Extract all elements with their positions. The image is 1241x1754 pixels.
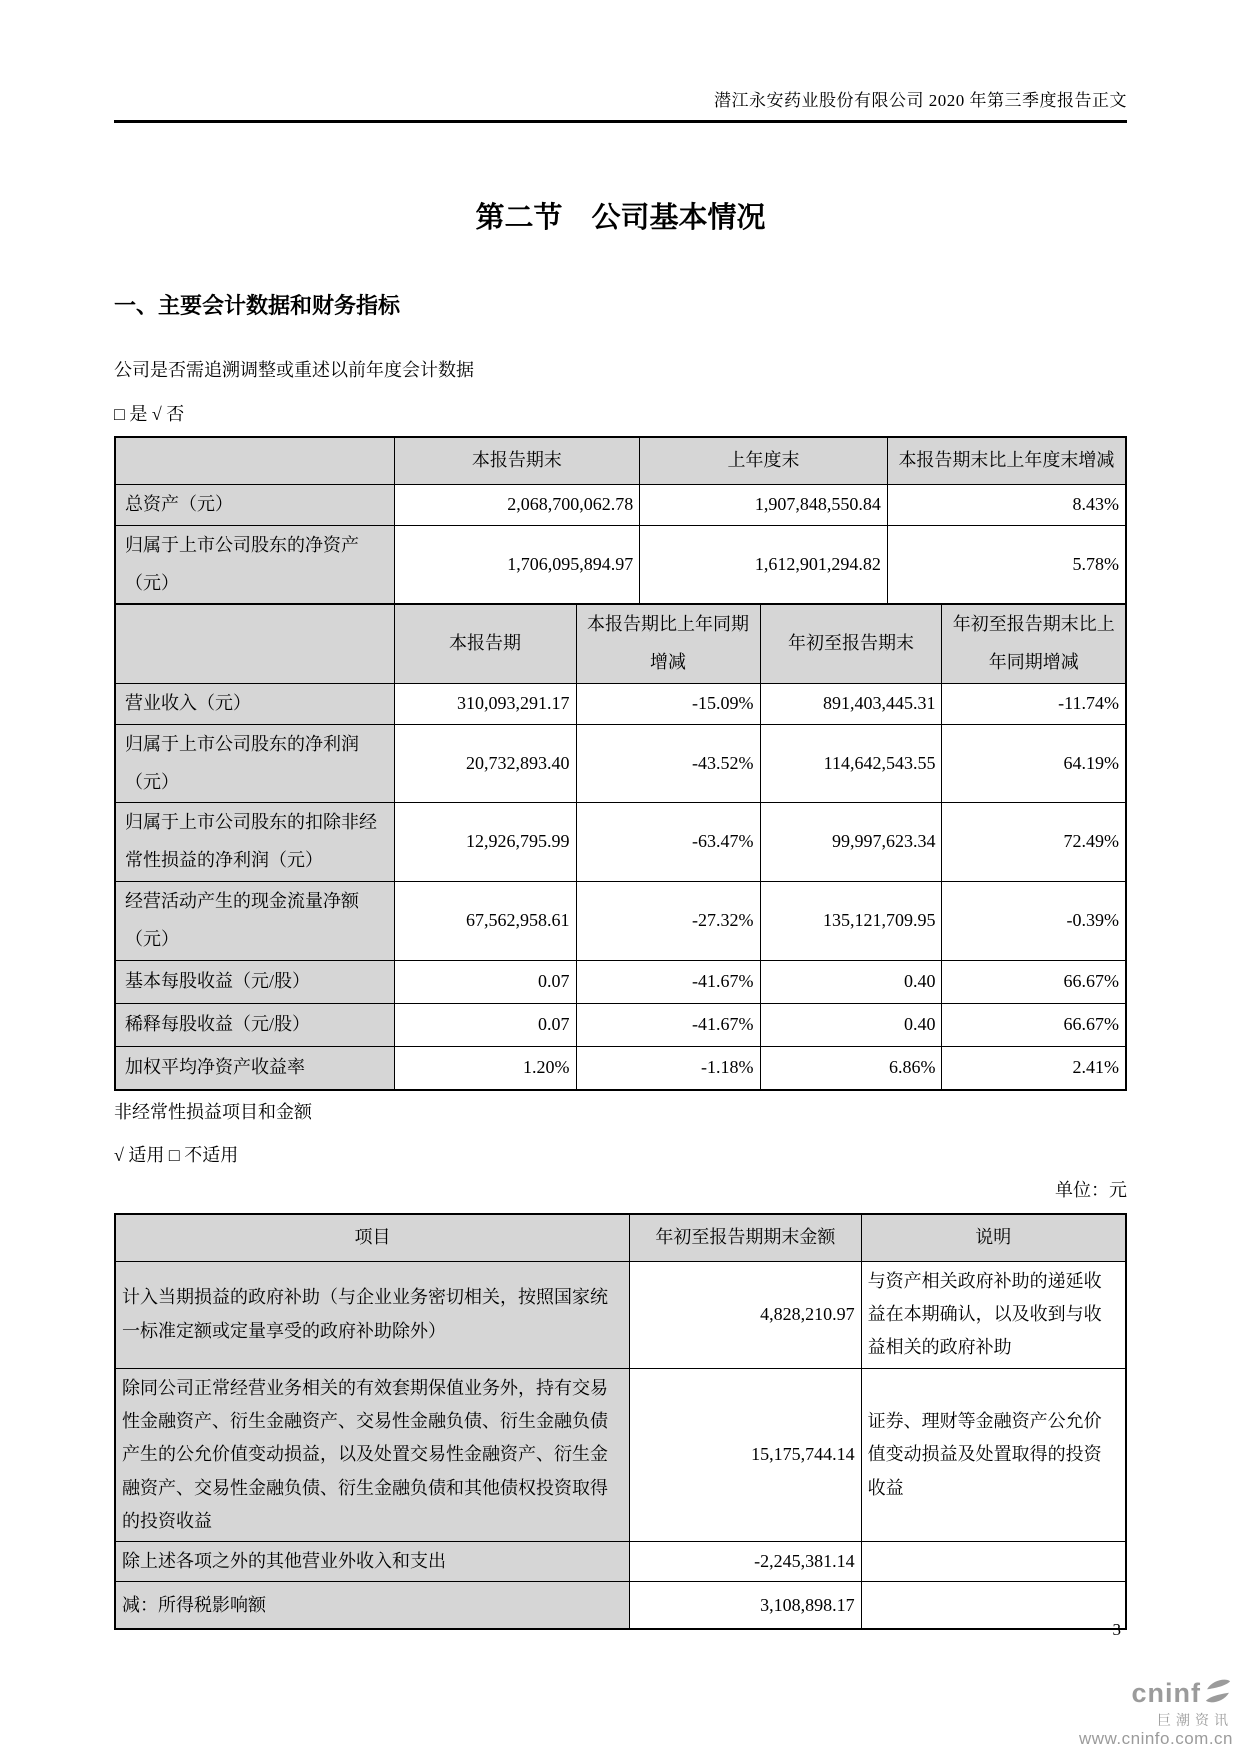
label-basic-eps: 基本每股收益（元/股） — [115, 960, 394, 1003]
value-diluted-eps-period: 0.07 — [394, 1003, 576, 1046]
running-header: 潜江永安药业股份有限公司 2020 年第三季度报告正文 — [714, 91, 1127, 110]
value-revenue-period: 310,093,291.17 — [394, 684, 576, 725]
table-row — [115, 1542, 1126, 1582]
table-row — [115, 1003, 1126, 1046]
key-financials-table-period-end — [114, 436, 1127, 605]
value-basic-eps-period-change: -41.67% — [576, 960, 760, 1003]
label-operating-cash-flow: 经营活动产生的现金流量净额（元） — [115, 882, 394, 961]
value-total-assets-change: 8.43% — [887, 485, 1126, 526]
column-header-current-period-end: 本报告期末 — [394, 437, 640, 485]
value-government-subsidies: 4,828,210.97 — [630, 1261, 862, 1368]
note-fair-value-gains: 证券、理财等金融资产公允价值变动损益及处置取得的投资收益 — [861, 1368, 1126, 1541]
column-header-note: 说明 — [861, 1214, 1126, 1262]
column-header-ytd-yoy-change: 年初至报告期末比上年同期增减 — [942, 604, 1126, 683]
table-header-row — [115, 604, 1126, 683]
label-net-profit-excl-nonrecurring: 归属于上市公司股东的扣除非经常性损益的净利润（元） — [115, 803, 394, 882]
value-basic-eps-ytd-change: 66.67% — [942, 960, 1126, 1003]
table-row — [115, 1582, 1126, 1630]
value-net-profit-period-change: -43.52% — [576, 724, 760, 803]
value-cash-flow-ytd-change: -0.39% — [942, 882, 1126, 961]
value-diluted-eps-ytd-change: 66.67% — [942, 1003, 1126, 1046]
table-row — [115, 724, 1126, 803]
value-basic-eps-ytd: 0.40 — [760, 960, 942, 1003]
value-net-profit-period: 20,732,893.40 — [394, 724, 576, 803]
value-total-assets-prior: 1,907,848,550.84 — [640, 485, 888, 526]
key-financials-table-period — [114, 603, 1127, 1090]
restatement-answer: □ 是 √ 否 — [114, 403, 185, 424]
value-diluted-eps-period-change: -41.67% — [576, 1003, 760, 1046]
label-fair-value-gains: 除同公司正常经营业务相关的有效套期保值业务外，持有交易性金融资产、衍生金融资产、交易性金融负债、衍生金融负债产生的公允价值变动损益，以及处置交易性金融资产、衍生金融资产、交易性金融负债、衍生金融负债和其他债权投资取得的投资收益 — [115, 1368, 630, 1541]
restatement-question: 公司是否需追溯调整或重述以前年度会计数据 — [114, 360, 474, 381]
cninfo-logo-url: www.cninfo.com.cn — [1079, 1729, 1233, 1748]
column-header-current-period: 本报告期 — [394, 604, 576, 683]
value-net-assets-current: 1,706,095,894.97 — [394, 525, 640, 604]
column-header-prior-year-end: 上年度末 — [640, 437, 888, 485]
value-other-nonoperating: -2,245,381.14 — [630, 1542, 862, 1582]
label-diluted-eps: 稀释每股收益（元/股） — [115, 1003, 394, 1046]
column-header-item: 项目 — [115, 1214, 630, 1262]
value-cash-flow-period: 67,562,958.61 — [394, 882, 576, 961]
cninfo-swoosh-icon — [1203, 1676, 1233, 1710]
value-net-profit-ytd: 114,642,543.55 — [760, 724, 942, 803]
value-roe-ytd: 6.86% — [760, 1046, 942, 1090]
label-government-subsidies: 计入当期损益的政府补助（与企业业务密切相关，按照国家统一标准定额或定量享受的政府补助除外） — [115, 1261, 630, 1368]
column-header-ytd-amount: 年初至报告期期末金额 — [630, 1214, 862, 1262]
value-net-profit-excl-ytd: 99,997,623.34 — [760, 803, 942, 882]
value-net-profit-excl-ytd-change: 72.49% — [942, 803, 1126, 882]
value-revenue-period-change: -15.09% — [576, 684, 760, 725]
value-net-profit-ytd-change: 64.19% — [942, 724, 1126, 803]
value-net-assets-prior: 1,612,901,294.82 — [640, 525, 888, 604]
unit-label: 单位：元 — [1055, 1180, 1127, 1201]
cninfo-logo-text: cninf — [1131, 1677, 1201, 1708]
label-other-nonoperating-income-expense: 除上述各项之外的其他营业外收入和支出 — [115, 1542, 630, 1582]
label-revenue: 营业收入（元） — [115, 684, 394, 725]
value-net-profit-excl-period-change: -63.47% — [576, 803, 760, 882]
table-row — [115, 684, 1126, 725]
value-total-assets-current: 2,068,700,062.78 — [394, 485, 640, 526]
value-cash-flow-ytd: 135,121,709.95 — [760, 882, 942, 961]
label-weighted-avg-roe: 加权平均净资产收益率 — [115, 1046, 394, 1090]
column-header-change-vs-prior-year-end: 本报告期末比上年度末增减 — [887, 437, 1126, 485]
value-fair-value-gains: 15,175,744.14 — [630, 1368, 862, 1541]
applicable-answer: √ 适用 □ 不适用 — [114, 1145, 239, 1166]
label-net-profit-attributable: 归属于上市公司股东的净利润（元） — [115, 724, 394, 803]
column-header-ytd: 年初至报告期末 — [760, 604, 942, 683]
label-net-assets-attributable: 归属于上市公司股东的净资产（元） — [115, 525, 394, 604]
note-other-nonoperating — [861, 1542, 1126, 1582]
table-header-row — [115, 1214, 1126, 1262]
empty-header-cell — [115, 437, 394, 485]
table-row — [115, 1368, 1126, 1541]
table-row — [115, 485, 1126, 526]
section-heading-key-financials: 一、主要会计数据和财务指标 — [114, 292, 401, 318]
table-header-row — [115, 437, 1126, 485]
table-row — [115, 960, 1126, 1003]
table-row — [115, 1261, 1126, 1368]
page-title: 第二节 公司基本情况 — [475, 202, 766, 234]
value-diluted-eps-ytd: 0.40 — [760, 1003, 942, 1046]
value-net-assets-change: 5.78% — [887, 525, 1126, 604]
cninfo-logo — [1079, 1676, 1233, 1747]
cninfo-logo-chinese: 巨潮资讯 — [1157, 1712, 1233, 1728]
value-net-profit-excl-period: 12,926,795.99 — [394, 803, 576, 882]
value-roe-period-change: -1.18% — [576, 1046, 760, 1090]
non-recurring-items-title: 非经常性损益项目和金额 — [114, 1101, 312, 1122]
column-header-period-yoy-change: 本报告期比上年同期增减 — [576, 604, 760, 683]
value-revenue-ytd-change: -11.74% — [942, 684, 1126, 725]
label-income-tax-effect: 减：所得税影响额 — [115, 1582, 630, 1630]
non-recurring-items-table — [114, 1213, 1127, 1631]
value-income-tax-effect: 3,108,898.17 — [630, 1582, 862, 1630]
value-roe-ytd-change: 2.41% — [942, 1046, 1126, 1090]
note-government-subsidies: 与资产相关政府补助的递延收益在本期确认，以及收到与收益相关的政府补助 — [861, 1261, 1126, 1368]
table-row — [115, 803, 1126, 882]
empty-header-cell — [115, 604, 394, 683]
header-rule — [114, 120, 1127, 123]
page-number: 3 — [1112, 1620, 1121, 1639]
table-row — [115, 525, 1126, 604]
label-total-assets: 总资产（元） — [115, 485, 394, 526]
value-basic-eps-period: 0.07 — [394, 960, 576, 1003]
value-cash-flow-period-change: -27.32% — [576, 882, 760, 961]
table-row — [115, 1046, 1126, 1090]
value-revenue-ytd: 891,403,445.31 — [760, 684, 942, 725]
table-row — [115, 882, 1126, 961]
value-roe-period: 1.20% — [394, 1046, 576, 1090]
note-income-tax-effect — [861, 1582, 1126, 1630]
